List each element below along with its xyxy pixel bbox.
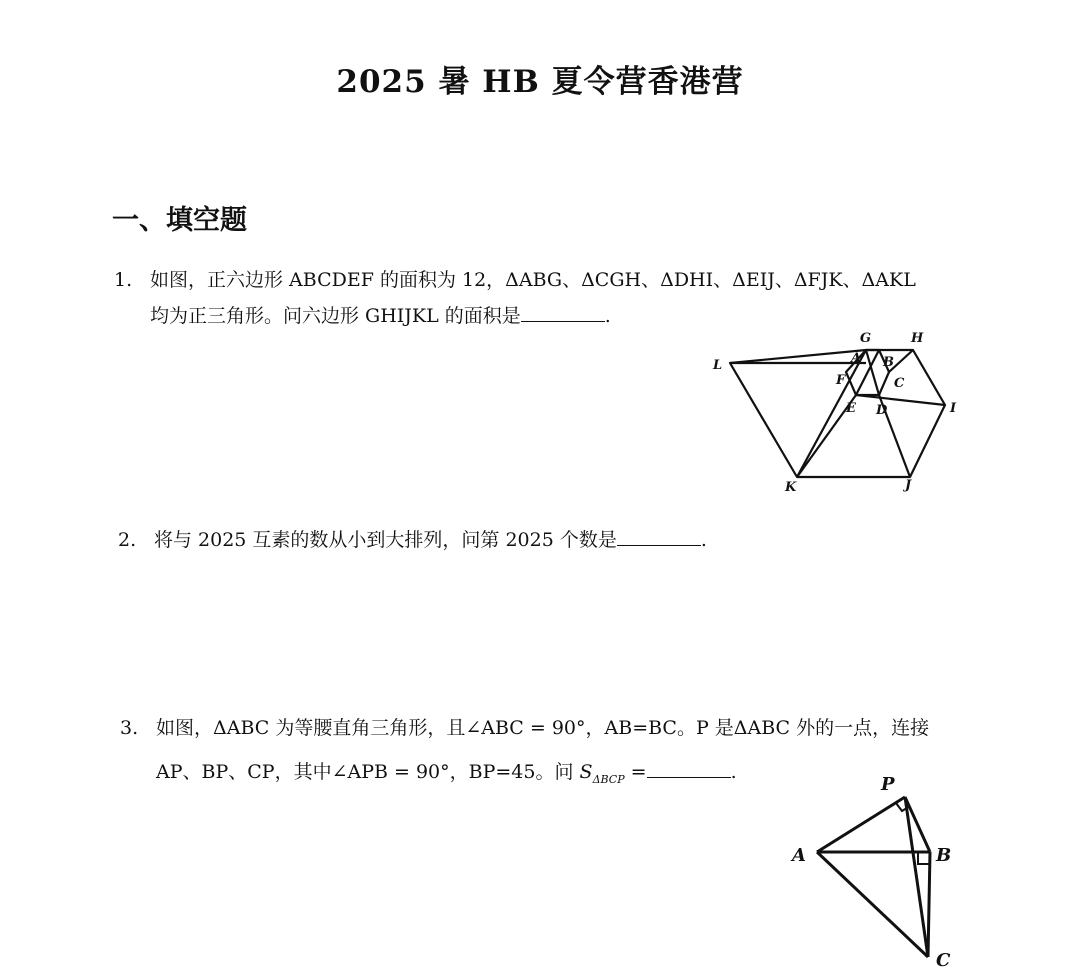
label-B: B	[883, 355, 894, 370]
label-A: A	[851, 351, 862, 366]
segment	[797, 395, 856, 477]
segment	[856, 395, 945, 405]
question-1-end: .	[604, 305, 611, 327]
question-3-line-1: 如图，ΔABC 为等腰直角三角形，且∠ABC = 90°，AB=BC。P 是ΔABC 外的一点，连接	[156, 717, 930, 739]
question-1-line-1: 如图，正六边形 ABCDEF 的面积为 12，ΔABG、ΔCGH、ΔDHI、ΔEIJ、ΔFJK、ΔAKL	[150, 269, 916, 291]
question-3	[120, 706, 929, 802]
segment	[856, 350, 879, 395]
question-3-end: .	[730, 761, 737, 783]
label-H: H	[911, 331, 924, 346]
area-symbol: S	[579, 761, 593, 783]
answer-blank-2[interactable]	[617, 527, 701, 546]
page-title: 2025 暑 HB 夏令营香港营	[336, 64, 744, 100]
outer-hexagon	[730, 350, 945, 477]
section-heading: 一、填空题	[112, 205, 247, 236]
right-angle-mark-P	[896, 803, 910, 811]
equals-sign: =	[624, 761, 647, 783]
segment-BC	[928, 852, 930, 957]
answer-blank-3[interactable]	[647, 759, 731, 778]
answer-blank-1[interactable]	[521, 303, 605, 322]
right-angle-mark-B	[918, 852, 930, 864]
segment-AP	[817, 797, 905, 852]
question-1-line-2: 均为正三角形。问六边形 GHIJKL 的面积是	[150, 305, 521, 327]
question-number: 2.	[118, 529, 137, 551]
label-G: G	[860, 331, 872, 346]
label-J: J	[905, 478, 912, 493]
segment-AC	[817, 852, 928, 957]
question-2-text: 将与 2025 互素的数从小到大排列，问第 2025 个数是	[154, 529, 617, 551]
label-C: C	[894, 376, 905, 391]
label-D: D	[876, 403, 888, 418]
label-B: B	[936, 845, 952, 866]
label-P: P	[881, 774, 895, 795]
segment	[866, 350, 879, 395]
label-I: I	[950, 401, 957, 416]
label-C: C	[936, 950, 951, 971]
question-3-line-2: AP、BP、CP，其中∠APB = 90°，BP=45。问	[156, 761, 580, 783]
question-2	[118, 522, 707, 558]
segment	[879, 395, 910, 477]
label-F: F	[836, 373, 846, 388]
label-K: K	[785, 480, 797, 495]
segment	[797, 350, 866, 477]
label-A: A	[792, 845, 806, 866]
segment-PC	[905, 797, 928, 957]
segment	[889, 350, 913, 372]
question-1	[114, 262, 916, 334]
segment-PB	[905, 797, 930, 852]
question-2-end: .	[700, 529, 707, 551]
label-L: L	[713, 358, 723, 373]
inner-hexagon	[846, 350, 889, 395]
label-E: E	[846, 401, 856, 416]
question-number: 1.	[114, 269, 133, 291]
question-number: 3.	[120, 717, 139, 739]
area-subscript: ΔBCP	[592, 772, 625, 786]
